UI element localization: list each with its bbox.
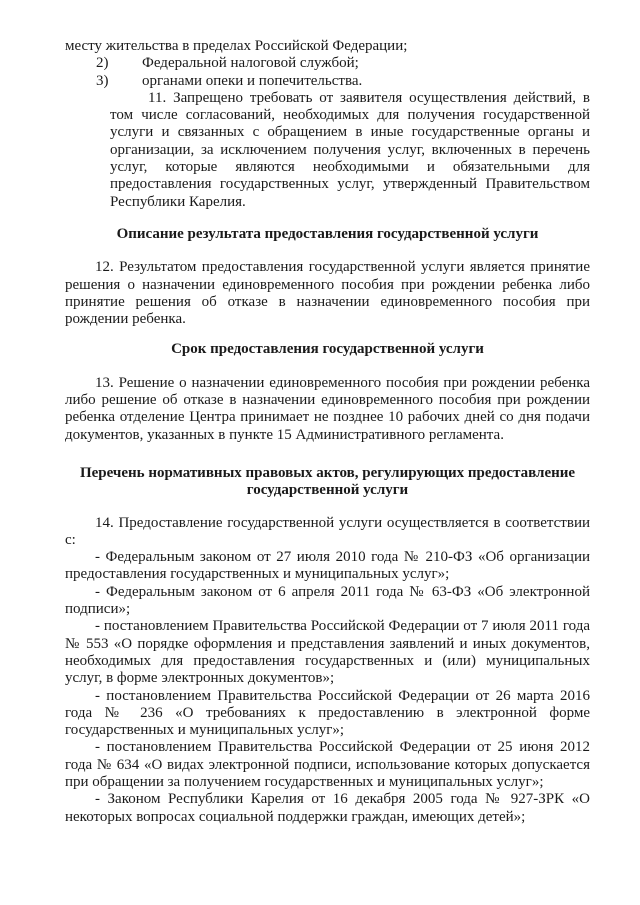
paragraph-11: 11. Запрещено требовать от заявителя осуществления действий, в том числе согласований, необходимых для получения государственной услуги и связанных с обращением в иные государственные органы и организации, за исключением получения услуг, включенных в перечень услуг, которые являются необходимыми и обязательными для предоставления государственных услуг, утвержденный Правительством Республики Карелия.	[110, 89, 590, 210]
list-item	[65, 55, 590, 72]
list-item-text: Федеральной налоговой службой;	[142, 55, 359, 72]
paragraph-14: 14. Предоставление государственной услуги осуществляется в соответствии с:	[65, 514, 590, 548]
legal-act-item: - Законом Республики Карелия от 16 декабря 2005 года № 927-ЗРК «О некоторых вопросах социальной поддержки граждан, имеющих детей»;	[65, 791, 590, 825]
list-item-number: 2)	[96, 55, 109, 72]
section-heading-legal-acts: Перечень нормативных правовых актов, регулирующих предоставление государственной услуги	[79, 464, 576, 499]
document-page	[65, 38, 590, 826]
section-heading-result: Описание результата предоставления государственной услуги	[116, 225, 539, 242]
list-item-number: 3)	[96, 72, 109, 89]
legal-act-item: - Федеральным законом от 27 июля 2010 года № 210-ФЗ «Об организации предоставления государственных и муниципальных услуг»;	[65, 549, 590, 583]
legal-act-item: - постановлением Правительства Российской Федерации от 26 марта 2016 года № 236 «О требованиях к предоставлению в электронной форме государственных и муниципальных услуг»;	[65, 687, 590, 739]
section-heading-term: Срок предоставления государственной услуги	[171, 341, 484, 358]
legal-act-item: - Федеральным законом от 6 апреля 2011 года № 63-ФЗ «Об электронной подписи»;	[65, 583, 590, 618]
list-item	[65, 73, 590, 90]
legal-act-item: - постановлением Правительства Российской Федерации от 25 июня 2012 года № 634 «О видах электронной подписи, использование которых допускается при обращении за получением государственных и муниципальных услуг»;	[65, 739, 590, 790]
paragraph-13: 13. Решение о назначении единовременного пособия при рождении ребенка либо решение об отказе в назначении единовременного пособия при рождении ребенка отделение Центра принимает не позднее 10 рабочих дней со дня подачи документов, указанных в пункте 15 Административного регламента.	[65, 374, 590, 443]
list-item-text: органами опеки и попечительства.	[142, 72, 363, 89]
continuation-line: месту жительства в пределах Российской Федерации;	[65, 38, 408, 54]
paragraph-12: 12. Результатом предоставления государственной услуги является принятие решения о назначении единовременного пособия при рождении ребенка либо принятие решения об отказе в назначении единовременного пособия при рождении ребенка.	[65, 259, 590, 328]
legal-act-item: - постановлением Правительства Российской Федерации от 7 июля 2011 года № 553 «О порядке оформления и представления заявлений и иных документов, необходимых для предоставления государственных и (или) муниципальных услуг, в форме электронных документов»;	[65, 618, 590, 687]
